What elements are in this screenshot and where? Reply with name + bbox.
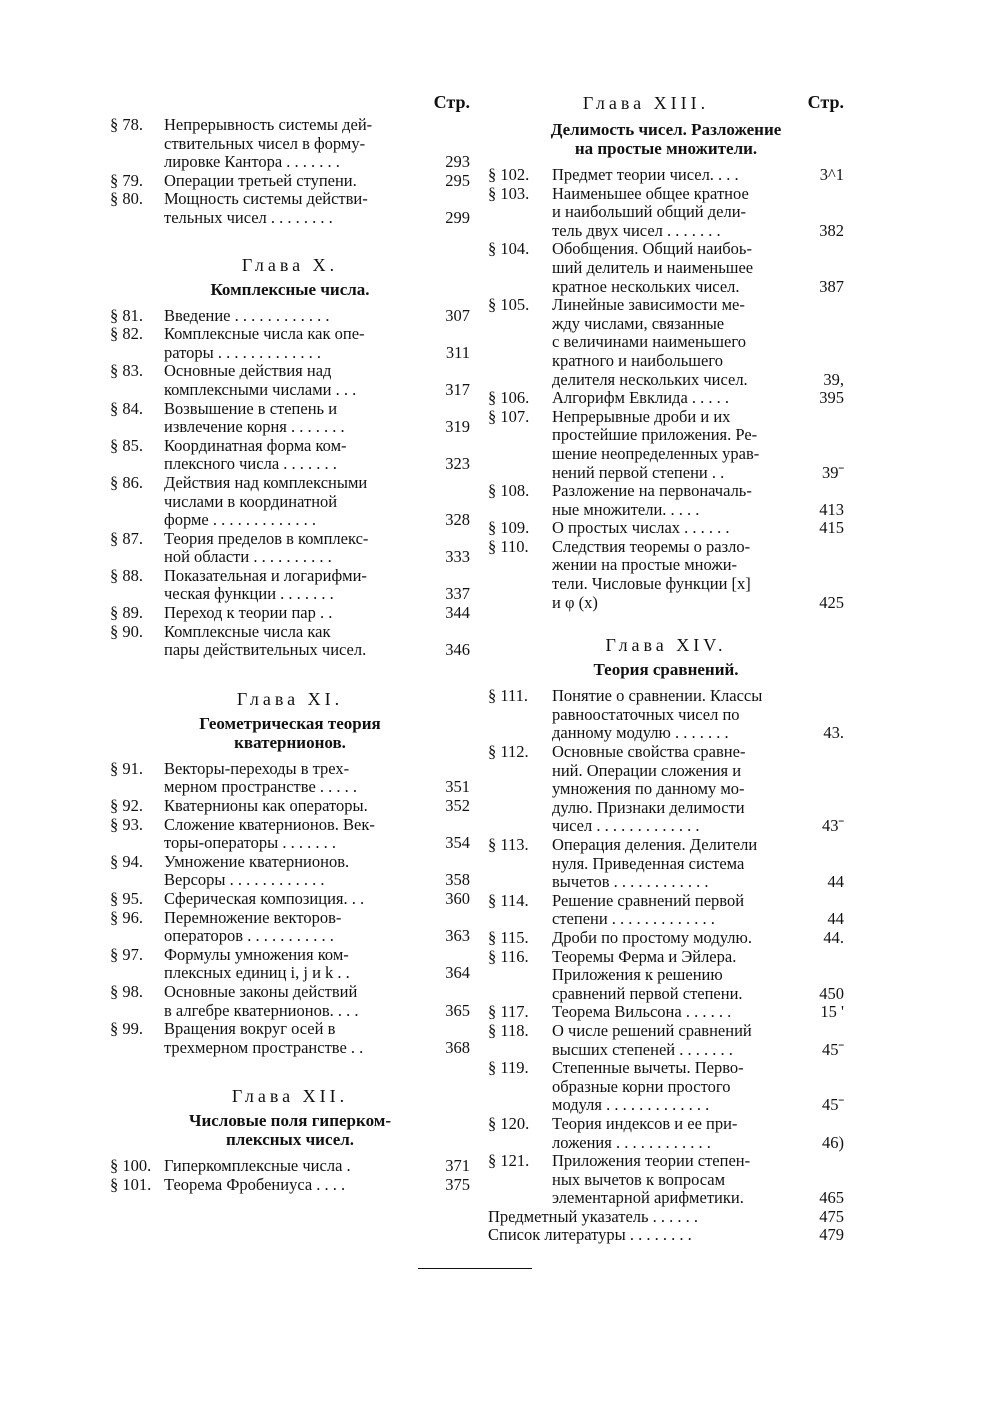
section-number: § 100. — [110, 1156, 152, 1176]
page-number: 39ˉ — [822, 462, 844, 482]
section-number: § 117. — [488, 1002, 529, 1022]
page-number: 333 — [445, 547, 470, 567]
section-title: Список литературы . . . . . . . . — [488, 1225, 692, 1245]
section-number: § 111. — [488, 686, 529, 706]
toc-entry — [110, 474, 470, 530]
page-number: 44 — [827, 909, 844, 929]
section-title: Следствия теоремы о разло- жении на простые множи- тели. Числовые функции [x] и φ (x) — [552, 536, 751, 612]
page-number: 382 — [819, 220, 844, 240]
section-title: Перемножение векторов- операторов . . . . . . . . . . . — [164, 907, 342, 946]
section-number: § 121. — [488, 1151, 530, 1171]
section-title: Действия над комплексными числами в координатной форме . . . . . . . . . . . . . — [164, 472, 368, 530]
toc-entry — [488, 687, 844, 743]
page-number: 15 ' — [820, 1002, 844, 1022]
page-number: 337 — [445, 584, 470, 604]
chapter-title: Геометрическая теория кватернионов. — [199, 713, 381, 752]
section-number: § 112. — [488, 742, 529, 762]
toc-entry — [488, 1003, 844, 1022]
page-number: 43. — [823, 723, 844, 743]
toc-entry — [488, 166, 844, 185]
toc-entry — [488, 519, 844, 538]
section-title: Дроби по простому модулю. — [552, 927, 752, 947]
page-column-header: Стр. — [433, 92, 470, 112]
section-title: Непрерывность системы дей- ствительных чисел в форму- лировке Кантора . . . . . . . — [164, 115, 373, 172]
section-number: § 95. — [110, 889, 143, 908]
section-number: § 87. — [110, 528, 143, 548]
section-number: § 85. — [110, 435, 143, 455]
section-number: § 96. — [110, 907, 143, 927]
chapter-title: Числовые поля гиперком- плексных чисел. — [188, 1111, 392, 1150]
section-number: § 82. — [110, 324, 143, 344]
toc-entry — [488, 185, 844, 241]
section-number: § 79. — [110, 170, 143, 190]
section-number: § 98. — [110, 981, 143, 1001]
page-number: 375 — [445, 1174, 470, 1194]
toc-entry — [110, 567, 470, 604]
section-title: О числе решений сравнений высших степеней . . . . . . . — [552, 1020, 752, 1059]
page-number: 358 — [445, 870, 470, 890]
chapter-heading: Глава XIII. — [582, 93, 710, 113]
toc-entry — [488, 408, 844, 482]
section-number: § 92. — [110, 796, 143, 816]
page-number: 387 — [819, 276, 844, 296]
page-number: 352 — [445, 796, 470, 816]
section-number: § 110. — [488, 536, 529, 556]
section-title: Операции третьей ступени. — [164, 170, 357, 190]
section-number: § 86. — [110, 472, 143, 492]
left-column — [110, 92, 470, 1195]
left-toc-body — [110, 116, 470, 1195]
section-title: Векторы-переходы в трех- мерном пространстве . . . . . — [164, 758, 358, 797]
page-number: 295 — [445, 170, 470, 190]
section-title: Наименьшее общее кратное и наибольший общий дели- тель двух чисел . . . . . . . — [552, 183, 749, 240]
toc-entry — [110, 530, 470, 567]
section-title: Теорема Вильсона . . . . . . — [552, 1002, 732, 1022]
toc-entry — [488, 1208, 844, 1227]
section-number: § 119. — [488, 1058, 529, 1078]
section-title: Мощность системы действи- тельных чисел . . . . . . . . — [164, 189, 368, 227]
section-title: О простых числах . . . . . . — [552, 518, 730, 538]
toc-entry — [110, 946, 470, 983]
right-column — [488, 92, 844, 1245]
section-number: § 105. — [488, 295, 530, 315]
page-number: 354 — [445, 833, 470, 853]
toc-block — [110, 1085, 470, 1194]
section-number: § 88. — [110, 565, 143, 585]
page-number: 44. — [823, 927, 844, 947]
page-number: 364 — [445, 963, 470, 983]
toc-entry — [110, 853, 470, 890]
section-number: § 89. — [110, 603, 143, 623]
section-title: Теорема Фробениуса . . . . — [164, 1174, 346, 1194]
section-title: Сложение кватернионов. Век- торы-операторы . . . . . . . — [164, 814, 375, 853]
end-rule — [418, 1268, 532, 1269]
section-title: Приложения теории степен- ных вычетов к вопросам элементарной арифметики. — [552, 1151, 751, 1208]
page-number: 344 — [445, 603, 470, 623]
toc-entry — [488, 482, 844, 519]
toc-entry — [488, 1226, 844, 1245]
page-number: 307 — [445, 305, 470, 325]
toc-entry — [488, 1152, 844, 1208]
page-number: 450 — [819, 983, 844, 1003]
toc-entry — [488, 296, 844, 389]
section-number: § 81. — [110, 305, 143, 325]
right-header-row — [488, 92, 844, 116]
section-title: Основные действия над комплексными числами . . . — [164, 361, 357, 399]
page-number: 293 — [445, 152, 470, 172]
toc-entry — [110, 797, 470, 816]
section-number: § 99. — [110, 1019, 143, 1039]
section-title: Алгорифм Евклида . . . . . — [552, 388, 730, 408]
page-number: 363 — [445, 926, 470, 946]
section-number: § 113. — [488, 835, 529, 854]
page-number: 3^1 — [819, 165, 844, 184]
toc-entry — [488, 389, 844, 408]
page-number: 465 — [819, 1188, 844, 1208]
toc-entry — [488, 1022, 844, 1059]
section-number: § 104. — [488, 239, 530, 259]
chapter-title: Комплексные числа. — [210, 279, 370, 299]
section-title: Гиперкомплексные числа . — [164, 1156, 351, 1176]
toc-entry — [488, 948, 844, 1004]
section-title: Теоремы Ферма и Эйлера. Приложения к решению сравнений первой степени. — [552, 946, 743, 1003]
toc-entry — [488, 836, 844, 892]
toc-entry — [110, 400, 470, 437]
section-number: § 78. — [110, 115, 143, 134]
section-number: § 102. — [488, 165, 530, 184]
page-number: 44 — [827, 872, 844, 892]
section-title: Степенные вычеты. Перво- образные корни простого модуля . . . . . . . . . . . . . — [552, 1058, 744, 1115]
section-title: Понятие о сравнении. Классы равноостаточных чисел по данному модулю . . . . . . . — [552, 686, 763, 743]
chapter-heading: Глава XI. — [236, 688, 344, 709]
page-number: 317 — [445, 379, 470, 399]
section-title: Умножение кватернионов. Версоры . . . . . . . . . . . . — [164, 851, 350, 890]
section-title: Операция деления. Делители нуля. Приведенная система вычетов . . . . . . . . . . . . — [552, 835, 758, 892]
toc-entry — [488, 1059, 844, 1115]
chapter-heading: Глава XIV. — [605, 635, 727, 656]
section-number: § 103. — [488, 183, 530, 203]
toc-entry — [110, 1020, 470, 1057]
section-number: § 84. — [110, 398, 143, 418]
section-number: § 106. — [488, 388, 530, 408]
toc-entry — [110, 362, 470, 399]
toc-entry — [110, 190, 470, 227]
toc-entry — [488, 538, 844, 612]
section-title: Линейные зависимости ме- жду числами, связанные с величинами наименьшего кратного и наибольшего делителя нескольких чисел. — [552, 295, 748, 389]
page-number: 475 — [819, 1206, 844, 1226]
section-number: § 116. — [488, 946, 529, 966]
section-number: § 118. — [488, 1020, 529, 1040]
toc-entry — [488, 1115, 844, 1152]
page-number: 371 — [445, 1156, 470, 1176]
toc-entry — [110, 623, 470, 660]
toc-block — [110, 688, 470, 1058]
page-number: 43ˉ — [822, 816, 844, 836]
section-title: Вращения вокруг осей в трехмерном пространстве . . — [164, 1019, 364, 1057]
section-title: Предмет теории чисел. . . . — [552, 165, 739, 184]
section-number: § 94. — [110, 851, 143, 871]
section-number: § 91. — [110, 758, 143, 778]
section-title: Предметный указатель . . . . . . — [488, 1206, 699, 1226]
page-number: 425 — [819, 592, 844, 612]
page-number: 360 — [445, 889, 470, 908]
toc-entry — [110, 307, 470, 326]
section-title: Комплексные числа как опе- раторы . . . . . . . . . . . . . — [164, 324, 365, 362]
toc-entry — [110, 760, 470, 797]
toc-entry — [488, 240, 844, 296]
section-number: § 93. — [110, 814, 143, 834]
page-number: 415 — [819, 518, 844, 538]
section-number: § 101. — [110, 1174, 152, 1194]
page-number: 45ˉ — [822, 1039, 844, 1059]
page-number: 351 — [445, 777, 470, 797]
right-toc-body — [488, 120, 844, 1245]
left-header-row — [110, 92, 470, 116]
section-number: § 90. — [110, 621, 143, 641]
page-number: 45ˉ — [822, 1095, 844, 1115]
toc-entry — [110, 325, 470, 362]
toc-entry — [110, 909, 470, 946]
toc-entry — [110, 890, 470, 909]
toc-block — [110, 254, 470, 660]
section-title: Теория индексов и ее при- ложения . . . . . . . . . . . . — [552, 1113, 738, 1152]
page-number: 395 — [819, 388, 844, 408]
page-number: 46) — [822, 1132, 844, 1152]
page-number: 299 — [445, 207, 470, 227]
page-number: 346 — [445, 640, 470, 660]
chapter-heading: Глава X. — [241, 254, 339, 275]
toc-entry — [110, 816, 470, 853]
toc-entry — [110, 437, 470, 474]
toc-entry — [488, 743, 844, 836]
section-title: Теория пределов в комплекс- ной области . . . . . . . . . . — [164, 528, 369, 567]
page-column-header: Стр. — [807, 92, 844, 112]
section-title: Решение сравнений первой степени . . . . . . . . . . . . . — [552, 890, 745, 929]
page-number: 368 — [445, 1037, 470, 1057]
section-number: § 80. — [110, 189, 143, 209]
section-number: § 109. — [488, 518, 530, 538]
page-number: 365 — [445, 1000, 470, 1020]
section-title: Непрерывные дроби и их простейшие приложения. Ре- шение неопределенных урав- нений первой степени . . — [552, 406, 760, 482]
section-title: Разложение на первоначаль- ные множители. . . . . — [552, 481, 752, 519]
toc-entry — [110, 116, 470, 172]
section-title: Комплексные числа как пары действительных чисел. — [164, 621, 367, 660]
toc-entry — [488, 929, 844, 948]
page-number: 479 — [819, 1225, 844, 1245]
section-title: Показательная и логарифми- ческая функции . . . . . . . — [164, 565, 367, 604]
page-number: 319 — [445, 417, 470, 437]
chapter-heading: Глава XII. — [231, 1086, 349, 1107]
section-title: Сферическая композиция. . . — [164, 889, 365, 908]
section-title: Переход к теории пар . . — [164, 603, 333, 623]
chapter-title: Делимость чисел. Разложение на простые множители. — [550, 120, 782, 158]
section-title: Кватернионы как операторы. — [164, 796, 368, 816]
section-title: Введение . . . . . . . . . . . . — [164, 305, 330, 325]
toc-block — [488, 120, 844, 612]
page-number: 328 — [445, 510, 470, 530]
toc-entry — [110, 1176, 470, 1195]
page-number: 311 — [445, 342, 470, 362]
page-number: 323 — [445, 454, 470, 474]
chapter-title: Теория сравнений. — [593, 660, 739, 680]
toc-block — [488, 634, 844, 1208]
section-number: § 83. — [110, 361, 143, 381]
section-number: § 115. — [488, 927, 529, 947]
section-number: § 120. — [488, 1113, 530, 1133]
section-title: Обобщения. Общий наибоь- ший делитель и наименьшее кратное нескольких чисел. — [552, 239, 754, 296]
section-number: § 108. — [488, 481, 530, 501]
section-number: § 97. — [110, 944, 143, 964]
toc-entry — [488, 892, 844, 929]
section-number: § 107. — [488, 406, 530, 426]
toc-entry — [110, 604, 470, 623]
section-number: § 114. — [488, 890, 529, 910]
toc-entry — [110, 983, 470, 1020]
section-title: Основные свойства сравне- ний. Операции сложения и умножения по данному мо- дулю. Признаки делимости чисел . . . . . . . . . . . . . — [552, 742, 746, 836]
toc-entry — [110, 1157, 470, 1176]
section-title: Координатная форма ком- плексного числа . . . . . . . — [164, 435, 347, 474]
toc-block — [488, 1208, 844, 1245]
section-title: Формулы умножения ком- плексных единиц i, j и k . . — [164, 944, 350, 983]
toc-block — [110, 116, 470, 228]
section-title: Возвышение в степень и извлечение корня . . . . . . . — [164, 398, 345, 437]
page-number: 39, — [823, 369, 844, 389]
section-title: Основные законы действий в алгебре кватернионов. . . . — [164, 981, 359, 1020]
page-number: 413 — [819, 499, 844, 519]
toc-entry — [110, 172, 470, 191]
